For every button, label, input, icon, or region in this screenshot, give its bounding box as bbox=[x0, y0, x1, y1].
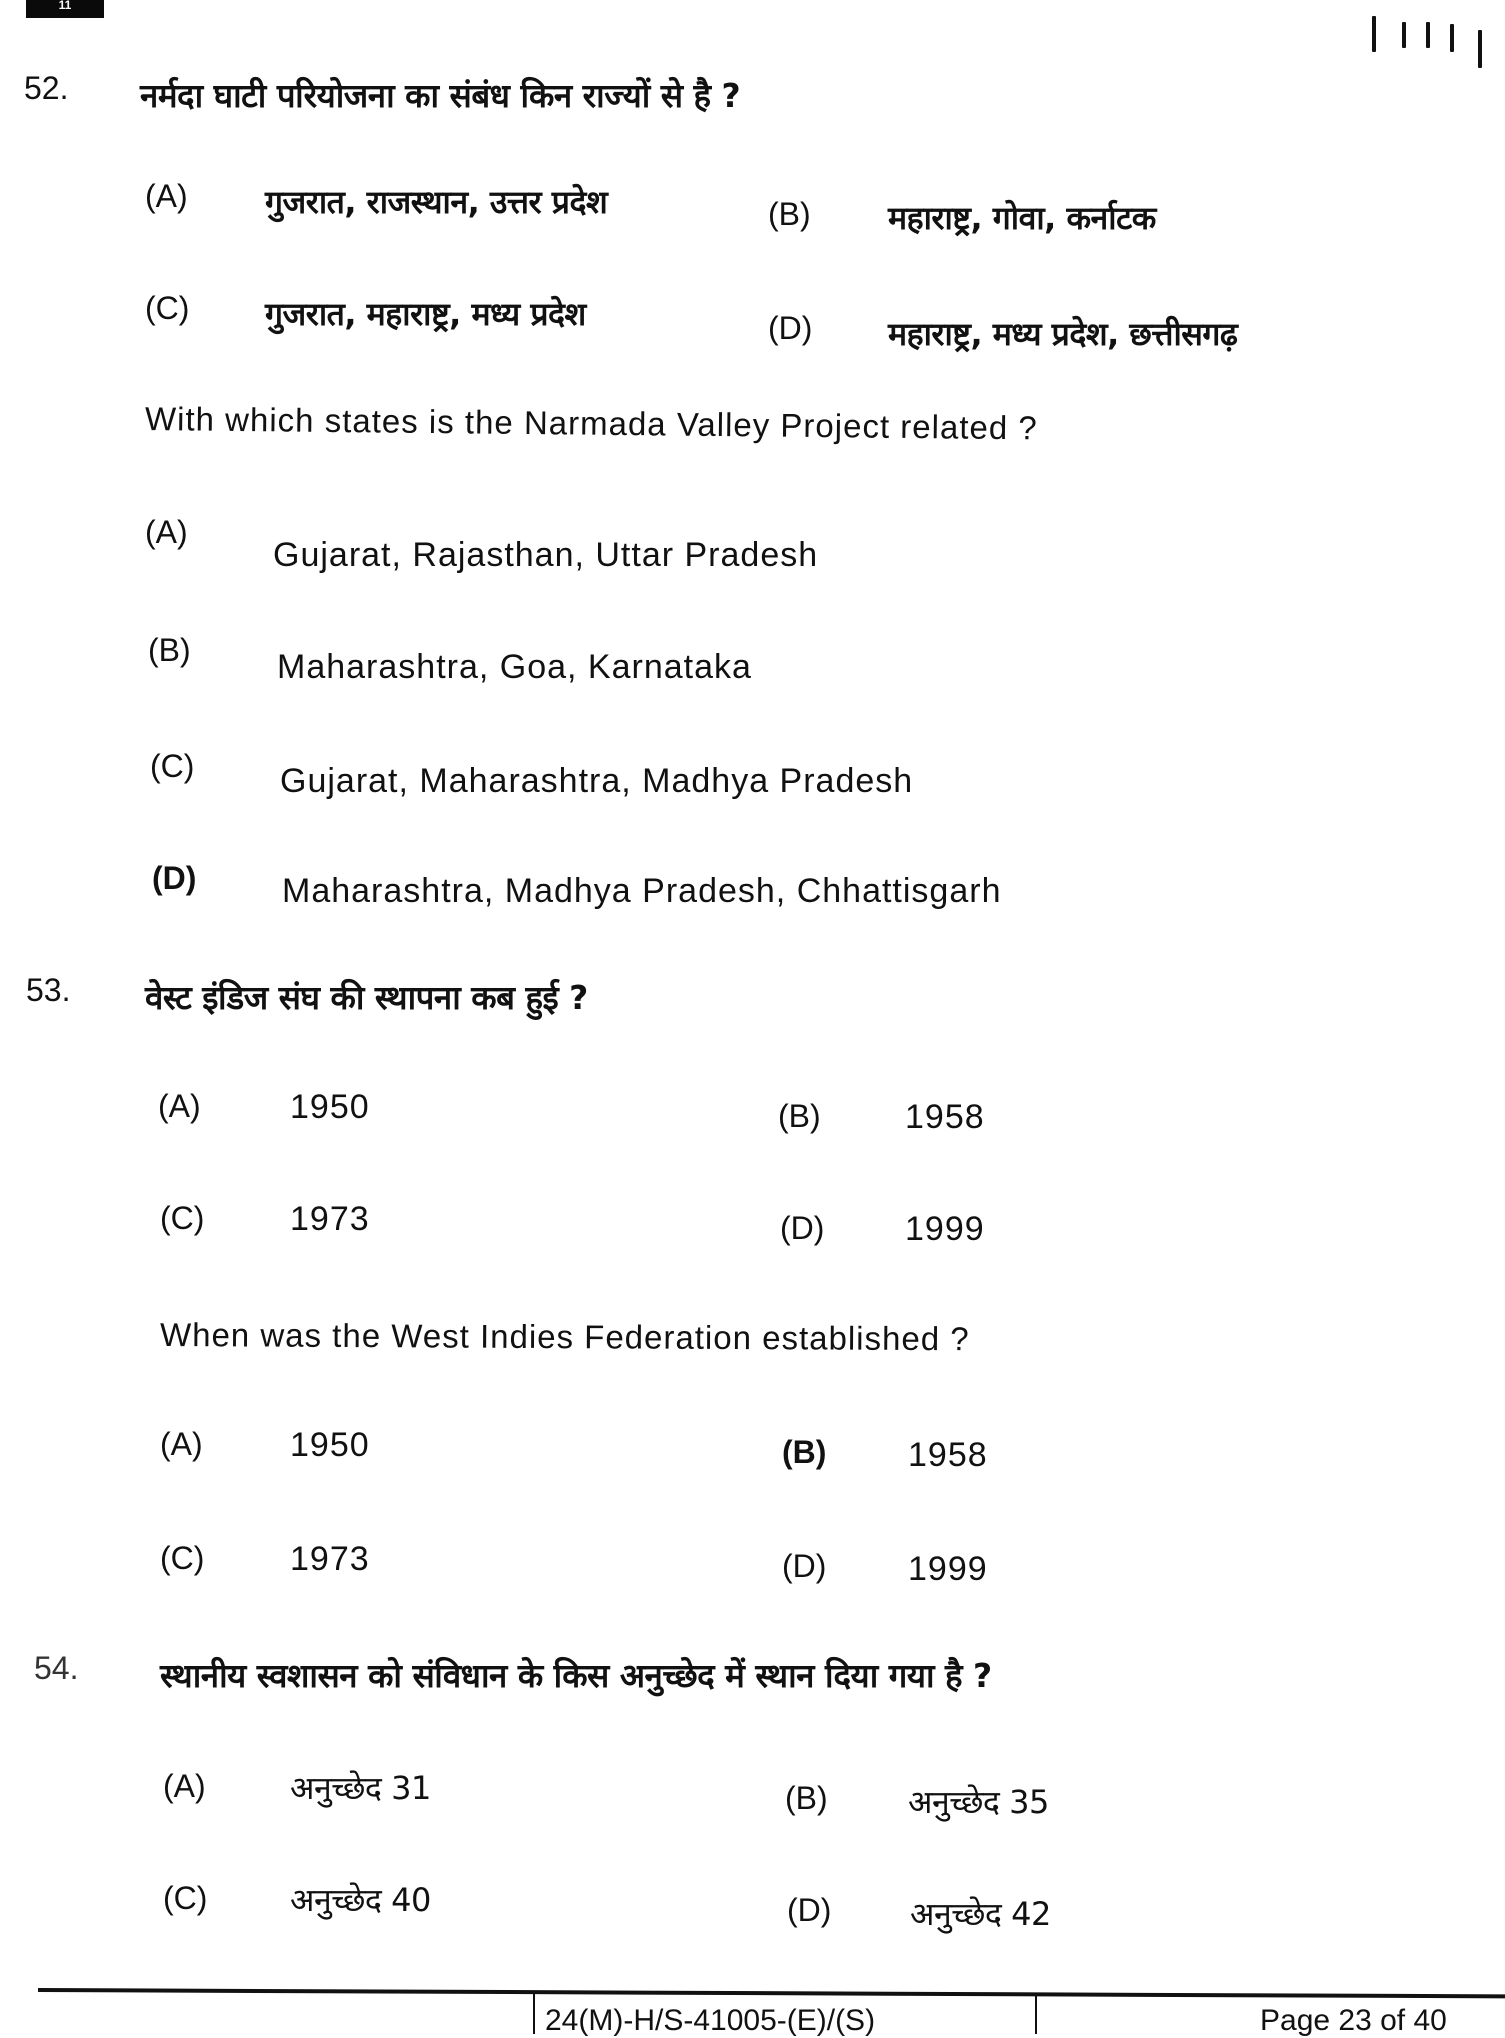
question-number: 54. bbox=[34, 1650, 79, 1686]
question-text-english: With which states is the Narmada Valley Project related ? bbox=[144, 400, 1038, 447]
option-text-hindi: गुजरात, महाराष्ट्र, मध्य प्रदेश bbox=[265, 295, 586, 333]
option-label: (D) bbox=[782, 1548, 827, 1584]
corner-mark-text: 11 bbox=[58, 0, 72, 12]
option-text-hindi: महाराष्ट्र, मध्य प्रदेश, छत्तीसगढ़ bbox=[888, 315, 1238, 353]
tally-marks bbox=[1372, 8, 1492, 63]
option-text-hindi: महाराष्ट्र, गोवा, कर्नाटक bbox=[888, 199, 1156, 237]
option-label: (C) bbox=[160, 1200, 205, 1236]
option-text-english: Gujarat, Maharashtra, Madhya Pradesh bbox=[280, 762, 914, 800]
question-text-hindi: स्थानीय स्वशासन को संविधान के किस अनुच्छेद में स्थान दिया गया है ? bbox=[160, 1656, 992, 1695]
option-label: (A) bbox=[158, 1088, 201, 1124]
paper-code: 24(M)-H/S-41005-(E)/(S) bbox=[545, 2004, 876, 2037]
option-label: (C) bbox=[160, 1540, 205, 1576]
option-label: (B) bbox=[768, 196, 811, 232]
tally-mark bbox=[1402, 22, 1406, 48]
option-text-english: Maharashtra, Madhya Pradesh, Chhattisgarh bbox=[282, 872, 1002, 910]
option-value: 1999 bbox=[908, 1550, 988, 1588]
question-text-hindi: वेस्ट इंडिज संघ की स्थापना कब हुई ? bbox=[145, 978, 588, 1017]
option-text-hindi: अनुच्छेद 35 bbox=[908, 1783, 1049, 1821]
option-text-hindi: अनुच्छेद 31 bbox=[290, 1769, 431, 1807]
question-number: 53. bbox=[26, 972, 71, 1008]
option-text-hindi: अनुच्छेद 42 bbox=[910, 1895, 1051, 1933]
option-value: 1973 bbox=[290, 1540, 370, 1578]
tally-mark bbox=[1426, 22, 1430, 48]
tally-mark bbox=[1372, 16, 1376, 52]
option-value: 1950 bbox=[290, 1426, 370, 1464]
option-text-english: Maharashtra, Goa, Karnataka bbox=[277, 648, 752, 686]
page-corner-mark bbox=[26, 0, 104, 18]
option-label: (D) bbox=[787, 1892, 832, 1928]
question-text-hindi: नर्मदा घाटी परियोजना का संबंध किन राज्यों से है ? bbox=[140, 76, 741, 115]
option-label: (D) bbox=[780, 1210, 825, 1246]
option-text-english: Gujarat, Rajasthan, Uttar Pradesh bbox=[273, 536, 819, 574]
option-value: 1999 bbox=[905, 1210, 985, 1248]
option-value: 1950 bbox=[290, 1088, 370, 1126]
tally-mark bbox=[1450, 24, 1454, 52]
option-value: 1958 bbox=[905, 1098, 985, 1136]
question-text-english: When was the West Indies Federation established ? bbox=[159, 1316, 970, 1358]
option-label: (A) bbox=[145, 178, 188, 214]
option-value: 1973 bbox=[290, 1200, 370, 1238]
option-label: (A) bbox=[163, 1768, 206, 1804]
page-number: Page 23 of 40 bbox=[1260, 2004, 1447, 2037]
option-label: (B) bbox=[148, 632, 191, 668]
option-label: (D) bbox=[152, 860, 197, 896]
option-label: (B) bbox=[782, 1434, 827, 1470]
option-text-hindi: गुजरात, राजस्थान, उत्तर प्रदेश bbox=[265, 183, 608, 221]
option-label: (D) bbox=[768, 310, 813, 346]
option-label: (A) bbox=[160, 1426, 203, 1462]
option-label: (B) bbox=[778, 1098, 821, 1134]
option-label: (C) bbox=[145, 290, 190, 326]
option-label: (C) bbox=[150, 748, 195, 784]
option-label: (C) bbox=[163, 1880, 208, 1916]
question-number: 52. bbox=[24, 70, 69, 106]
option-text-hindi: अनुच्छेद 40 bbox=[290, 1881, 431, 1919]
option-value: 1958 bbox=[908, 1436, 988, 1474]
option-label: (A) bbox=[145, 514, 188, 550]
option-label: (B) bbox=[785, 1780, 828, 1816]
tally-mark bbox=[1478, 30, 1482, 68]
